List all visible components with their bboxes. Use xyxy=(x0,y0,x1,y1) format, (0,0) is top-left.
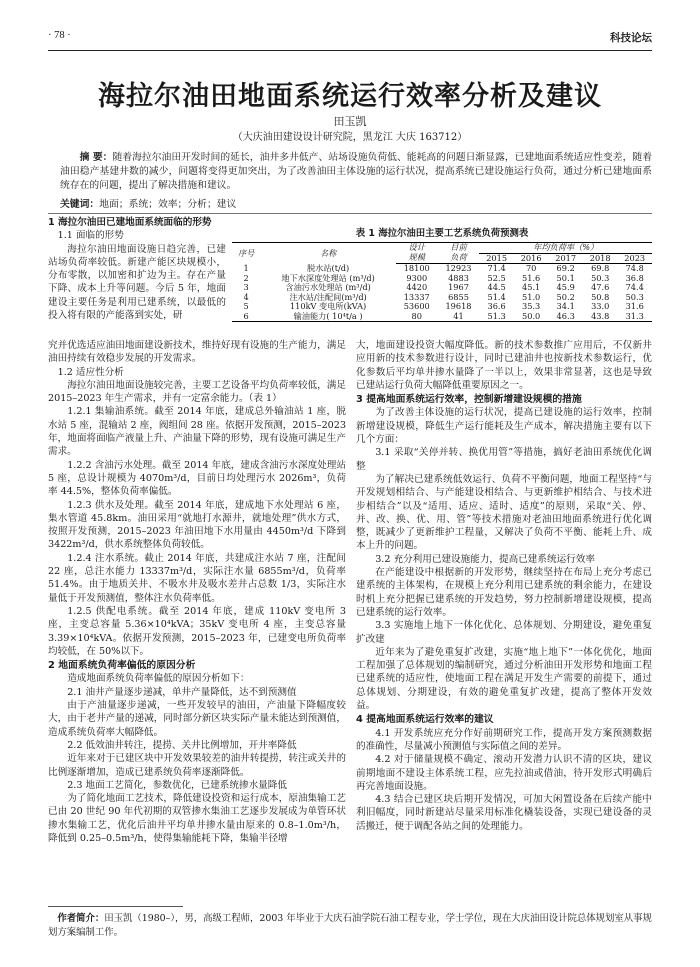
cell-design: 80 xyxy=(396,312,438,322)
th-name: 名称 xyxy=(260,243,396,264)
footnote xyxy=(48,912,652,940)
cell-rate: 44.5 xyxy=(487,282,506,292)
cell-rate: 47.6 xyxy=(591,282,610,292)
section-title: 科技论坛 xyxy=(610,32,652,44)
cell-daily: 4883 xyxy=(448,272,469,283)
paragraph: 2.2 低效油井转注，提捞、关井比例增加，开井率降低 xyxy=(67,739,297,751)
cell-rate: 69.2 xyxy=(556,263,575,273)
paragraph: 4.3 结合已建区块后期开发情况，可加大闲置设备在后续产能中利旧幅度，同时新建站尽量采用标准化橇装设备，实现已建设备的灵活搬迁，便于调配各站之间的处理能力。 xyxy=(356,794,652,832)
th-year: 2015 xyxy=(479,253,514,264)
cell-name: 注水站/注配间(m³/d) xyxy=(289,291,367,302)
keywords-text: 地面；系统；效率；分析；建议 xyxy=(99,199,237,210)
left-column xyxy=(48,339,346,845)
paragraph: 近年来为了避免重复扩改建，实施“地上地下”一体化优化，地面工程加强了总体规划的编制研究，通过分析油田开发形势和地面工程已建系统的适应性，使地面工程在满足开发生产需要的前提下，通过总体规划、分期建设，有效的避免重复扩改建，提高了整体开发效益。 xyxy=(356,646,652,712)
table-caption: 表 1 海拉尔油田主要工艺系统负荷预测表 xyxy=(355,228,529,239)
section-heading: 2 地面系统负荷率偏低的原因分析 xyxy=(48,660,196,672)
cell-rate: 34.1 xyxy=(556,301,575,311)
paragraph: 1.2.5 供配电系统。截至 2014 年底，建成 110kV 变电所 3 座，主变总容量 5.36×10⁴kVA；35kV 变电所 4 座，主变总容量 3.39×10⁴kVA。依据开发预测，2015–2023 年，已建变电所负荷率均较低，在 50%以下。 xyxy=(48,605,346,657)
paragraph: 3.3 实施地上地下一体化优化、总体规划、分期建设，避免重复扩改建 xyxy=(356,620,652,645)
cell-name: 地下水深度处理站 (m³/d) xyxy=(281,272,375,283)
cell-rate: 31.6 xyxy=(625,301,644,311)
cell-rate: 50.0 xyxy=(514,312,549,322)
paragraph: 造成地面系统负荷率偏低的原因分析如下： xyxy=(67,673,250,685)
cell-name: 含油污水处理站 (m³/d) xyxy=(285,282,371,292)
cell-daily: 6855 xyxy=(448,291,469,302)
cell-rate: 50.2 xyxy=(556,291,575,302)
cell-rate: 50.8 xyxy=(591,291,610,302)
th-design: 设计 xyxy=(396,243,438,254)
cell-daily: 41 xyxy=(438,312,480,322)
th-year: 2017 xyxy=(548,253,583,264)
cell-no: 4 xyxy=(243,291,249,302)
paragraph: 大，地面建设投资大幅度降低。新的技术参数推广应用后，不仅新井应用新的技术参数进行设计，同时已建油井也按新技术参数运行，优化参数后平均单井掺水量降了一半以上，效果非常显著，这也是导致已建站运行负荷大幅降低重要原因之一。 xyxy=(356,340,652,391)
th-year: 2016 xyxy=(514,253,549,264)
affiliation: （大庆油田建设设计研究院，黑龙江 大庆 163712） xyxy=(232,132,468,143)
section-heading: 3 提高地面系统运行效率，控制新增建设规模的措施 xyxy=(356,394,582,406)
th-daily2: 负荷 xyxy=(438,253,480,264)
th-design2: 规模 xyxy=(396,253,438,264)
subsection-heading: 1.2 适应性分析 xyxy=(57,366,124,378)
footnote-label: 作者简介： xyxy=(57,913,105,924)
cell-daily: 19618 xyxy=(445,301,472,311)
cell-rate: 69.8 xyxy=(591,263,610,273)
paragraph: 海拉尔油田地面设施较完善，主要工艺设备平均负荷率较低，满足 2015–2023 年生产需求，并有一定富余能力。（表 1） xyxy=(48,379,346,405)
cell-rate: 74.8 xyxy=(625,263,644,273)
paragraph: 4.1 开发系统应充分作好前期研究工作，提高开发方案预测数据的准确性，尽量减小预测值与实际值之间的差异。 xyxy=(356,727,652,752)
cell-name: 110kV 变电所(kVA) xyxy=(289,301,367,311)
cell-rate: 46.3 xyxy=(548,312,583,322)
page-header xyxy=(48,30,652,48)
load-forecast-table xyxy=(232,242,652,322)
header-rule xyxy=(48,50,652,51)
keywords xyxy=(60,196,236,210)
paragraph: 近年来对于已建区块中开发效果较差的油井转提捞，转注或关井的比例逐渐增加，造成已建系统负荷率逐渐降低。 xyxy=(48,753,346,778)
cell-rate: 33.0 xyxy=(591,301,610,311)
paragraph: 究并优选适应油田地面建设新技术，维持好现有设施的生产能力，满足油田持续有效稳步发展的开发需求。 xyxy=(48,340,346,365)
cell-rate: 45.1 xyxy=(522,282,541,292)
paragraph: 4.2 对于储量规模不确定、滚动开发潜力认识不清的区块，建议前期地面不建设主体系统工程，应先拉油或借油，待开发形式明确后再完善地面设施。 xyxy=(356,754,652,792)
footnote-text: 田玉凯（1980–），男，高级工程师，2003 年毕业于大庆石油学院石油工程专业，学士学位，现在大庆油田设计院总体规划室从事规划方案编制工作。 xyxy=(48,913,652,938)
cell-rate: 51.3 xyxy=(479,312,514,322)
cell-design: 4420 xyxy=(406,282,428,292)
cell-design: 13337 xyxy=(403,291,430,302)
paragraph: 2.3 地面工艺简化，参数优化，已建系统掺水量降低 xyxy=(67,779,287,791)
paragraph: 3.1 采取“关停并转、换优用管”等措施，搞好老油田系统优化调整 xyxy=(356,447,652,472)
cell-daily: 1967 xyxy=(448,282,469,292)
cell-name: 输油能力( 10⁴t/a ) xyxy=(260,312,396,322)
paragraph: 3.2 充分利用已建设施能力，提高已建系统运行效率 xyxy=(375,553,595,565)
page-number: · 78 · xyxy=(48,30,71,41)
cell-no: 1 xyxy=(243,262,249,273)
cell-rate: 45.9 xyxy=(556,282,575,292)
cell-daily: 12923 xyxy=(445,263,472,273)
cell-rate: 35.3 xyxy=(522,301,541,311)
cell-rate: 50.3 xyxy=(625,291,644,302)
cell-rate: 52.5 xyxy=(487,272,506,283)
cell-design: 9300 xyxy=(406,272,428,283)
subsection-heading: 1.1 面临的形势 xyxy=(57,230,124,242)
th-year: 2023 xyxy=(617,253,652,264)
left-column-top xyxy=(48,216,226,322)
cell-rate: 51.6 xyxy=(522,272,541,283)
cell-rate: 50.3 xyxy=(591,272,610,283)
abstract xyxy=(60,151,652,193)
th-no: 序号 xyxy=(232,243,260,264)
cell-no: 6 xyxy=(232,312,260,322)
th-year: 2018 xyxy=(583,253,618,264)
footnote-rule xyxy=(48,906,183,907)
paragraph: 1.2.3 供水及处理。截至 2014 年底，建成地下水处理站 6 座，集水管道 45.8km。油田采用“就地打水源井，就地处理”供水方式，按照开发预测，2015–2023 年油田地下水用量由 4450m³/d 下降到 3422m³/d，供水系统整体负荷较低。 xyxy=(48,499,346,551)
table-row xyxy=(232,312,652,322)
author: 田玉凯 xyxy=(333,115,367,128)
cell-rate: 43.8 xyxy=(583,312,618,322)
paragraph: 1.2.4 注水系统。截止 2014 年底，共建成注水站 7 座，注配间 22 座，总注水能力 13337m³/d，实际注水量 6855m³/d，负荷率 51.4%。由于地质关井、不吸水井及吸水差井占总数 1/3，实际注水量低于开发预测值，整体注水负荷率低。 xyxy=(48,552,346,604)
paragraph: 由于产油量逐步递减，一些开发较早的油田，产油量下降幅度较大，由于老井产量的递减，同时部分新区块实际产量未能达到预测值，造成系统负荷率大幅降低。 xyxy=(48,700,346,738)
cell-no: 5 xyxy=(243,301,249,311)
section-heading: 4 提高地面系统运行效率的建议 xyxy=(356,714,494,726)
paragraph: 1.2.1 集输油系统。截至 2014 年底，建成总外输油站 1 座，脱水站 5 座，混输站 2 座，阀组间 28 座。依据开发预测，2015–2023 年，地面将面临产液量上升、产油量下降的形势，现有设施可满足生产需求。 xyxy=(48,406,346,458)
th-rate: 年均负荷率（%） xyxy=(479,243,652,254)
cell-name: 脱水站(t/d) xyxy=(306,262,350,273)
cell-rate: 51.0 xyxy=(522,291,541,302)
th-daily: 目前 xyxy=(438,243,480,254)
paragraph: 2.1 油井产量逐步递减，单井产量降低，达不到预测值 xyxy=(67,686,297,698)
cell-rate: 71.4 xyxy=(487,263,506,273)
keywords-label: 关键词： xyxy=(60,199,100,210)
paragraph: 为了简化地面工艺技术，降低建设投资和运行成本，原油集输工艺已由 20 世纪 90 年代初期的双管掺水集油工艺逐步发展成为单管环状掺水集输工艺，优化后油井平均单井掺水量由原来的 0.8–1.0m³/h，降低到 0.25–0.5m³/h，使得集输能耗下降，集输半径增 xyxy=(48,793,346,844)
abstract-rule xyxy=(48,213,652,214)
abstract-label: 摘 要： xyxy=(79,152,113,163)
cell-no: 3 xyxy=(243,282,249,292)
cell-rate: 36.8 xyxy=(625,272,644,283)
cell-rate: 36.6 xyxy=(487,301,506,311)
paragraph: 1.2.2 含油污水处理。截至 2014 年底，建成含油污水深度处理站 5 座，总设计规模为 4070m³/d，目前日均处理污水 2026m³，负荷率 44.5%，整体负荷率偏低。 xyxy=(48,459,346,498)
paragraph: 为了解决已建系统低效运行、负荷不平衡问题，地面工程坚持“与开发规划相结合、与产能建设相结合、与更新维护相结合、与技术进步相结合”以及“适用、适应、适时、适度”的原则，采取“关、停、并、改、换、优、用、管”等技术措施对老油田地面系统进行优化调整，既减少了更新维护工程量，又解决了负荷不平衡、能耗上升、成本上升的问题。 xyxy=(356,473,652,552)
cell-rate: 51.4 xyxy=(487,291,506,302)
cell-rate: 31.3 xyxy=(617,312,652,322)
cell-design: 18100 xyxy=(403,263,430,273)
paragraph: 海拉尔油田地面设施日趋完善，已建站场负荷率较低。新建产能区块规模小，分布零散，以加密和扩边为主。存在产量下降、成本上升等问题。今后 5 年，地面建设主要任务是利用已建系统，以最低的投入将有限的产能落到实处，研 xyxy=(48,243,226,322)
table-row xyxy=(232,264,652,274)
abstract-text: 随着海拉尔油田开发时间的延长，油井多井低产、站场设施负荷低、能耗高的问题日渐显露，已建地面系统适应性变差，随着油田稳产基建井数的减少，问题将变得更加突出，为了改善油田主体设施的运行状况，提高系统已建设施运行负荷，通过分析已建地面系统存在的问题，提出了解决措施和建议。 xyxy=(60,152,652,191)
cell-no: 2 xyxy=(243,272,249,283)
paper-title: 海拉尔油田地面系统运行效率分析及建议 xyxy=(98,81,602,112)
section-heading: 1 海拉尔油田已建地面系统面临的形势 xyxy=(48,217,212,228)
cell-rate: 70 xyxy=(525,263,537,273)
cell-rate: 50.1 xyxy=(556,272,575,283)
cell-design: 53600 xyxy=(403,301,430,311)
right-column xyxy=(356,339,652,833)
cell-rate: 74.4 xyxy=(625,282,644,292)
paragraph: 为了改善主体设施的运行状况，提高已建设施的运行效率，控制新增建设规模，降低生产运行能耗及生产成本，解决措施主要有以下几个方面： xyxy=(356,407,652,446)
paragraph: 在产能建设中根据新的开发形势，继续坚持在布局上充分考虑已建系统的主体架构，在规模上充分利用已建系统的剩余能力，在建设时机上充分把握已建系统的开发趋势，努力控制新增建设规模，提高已建系统的运行效率。 xyxy=(356,567,652,618)
